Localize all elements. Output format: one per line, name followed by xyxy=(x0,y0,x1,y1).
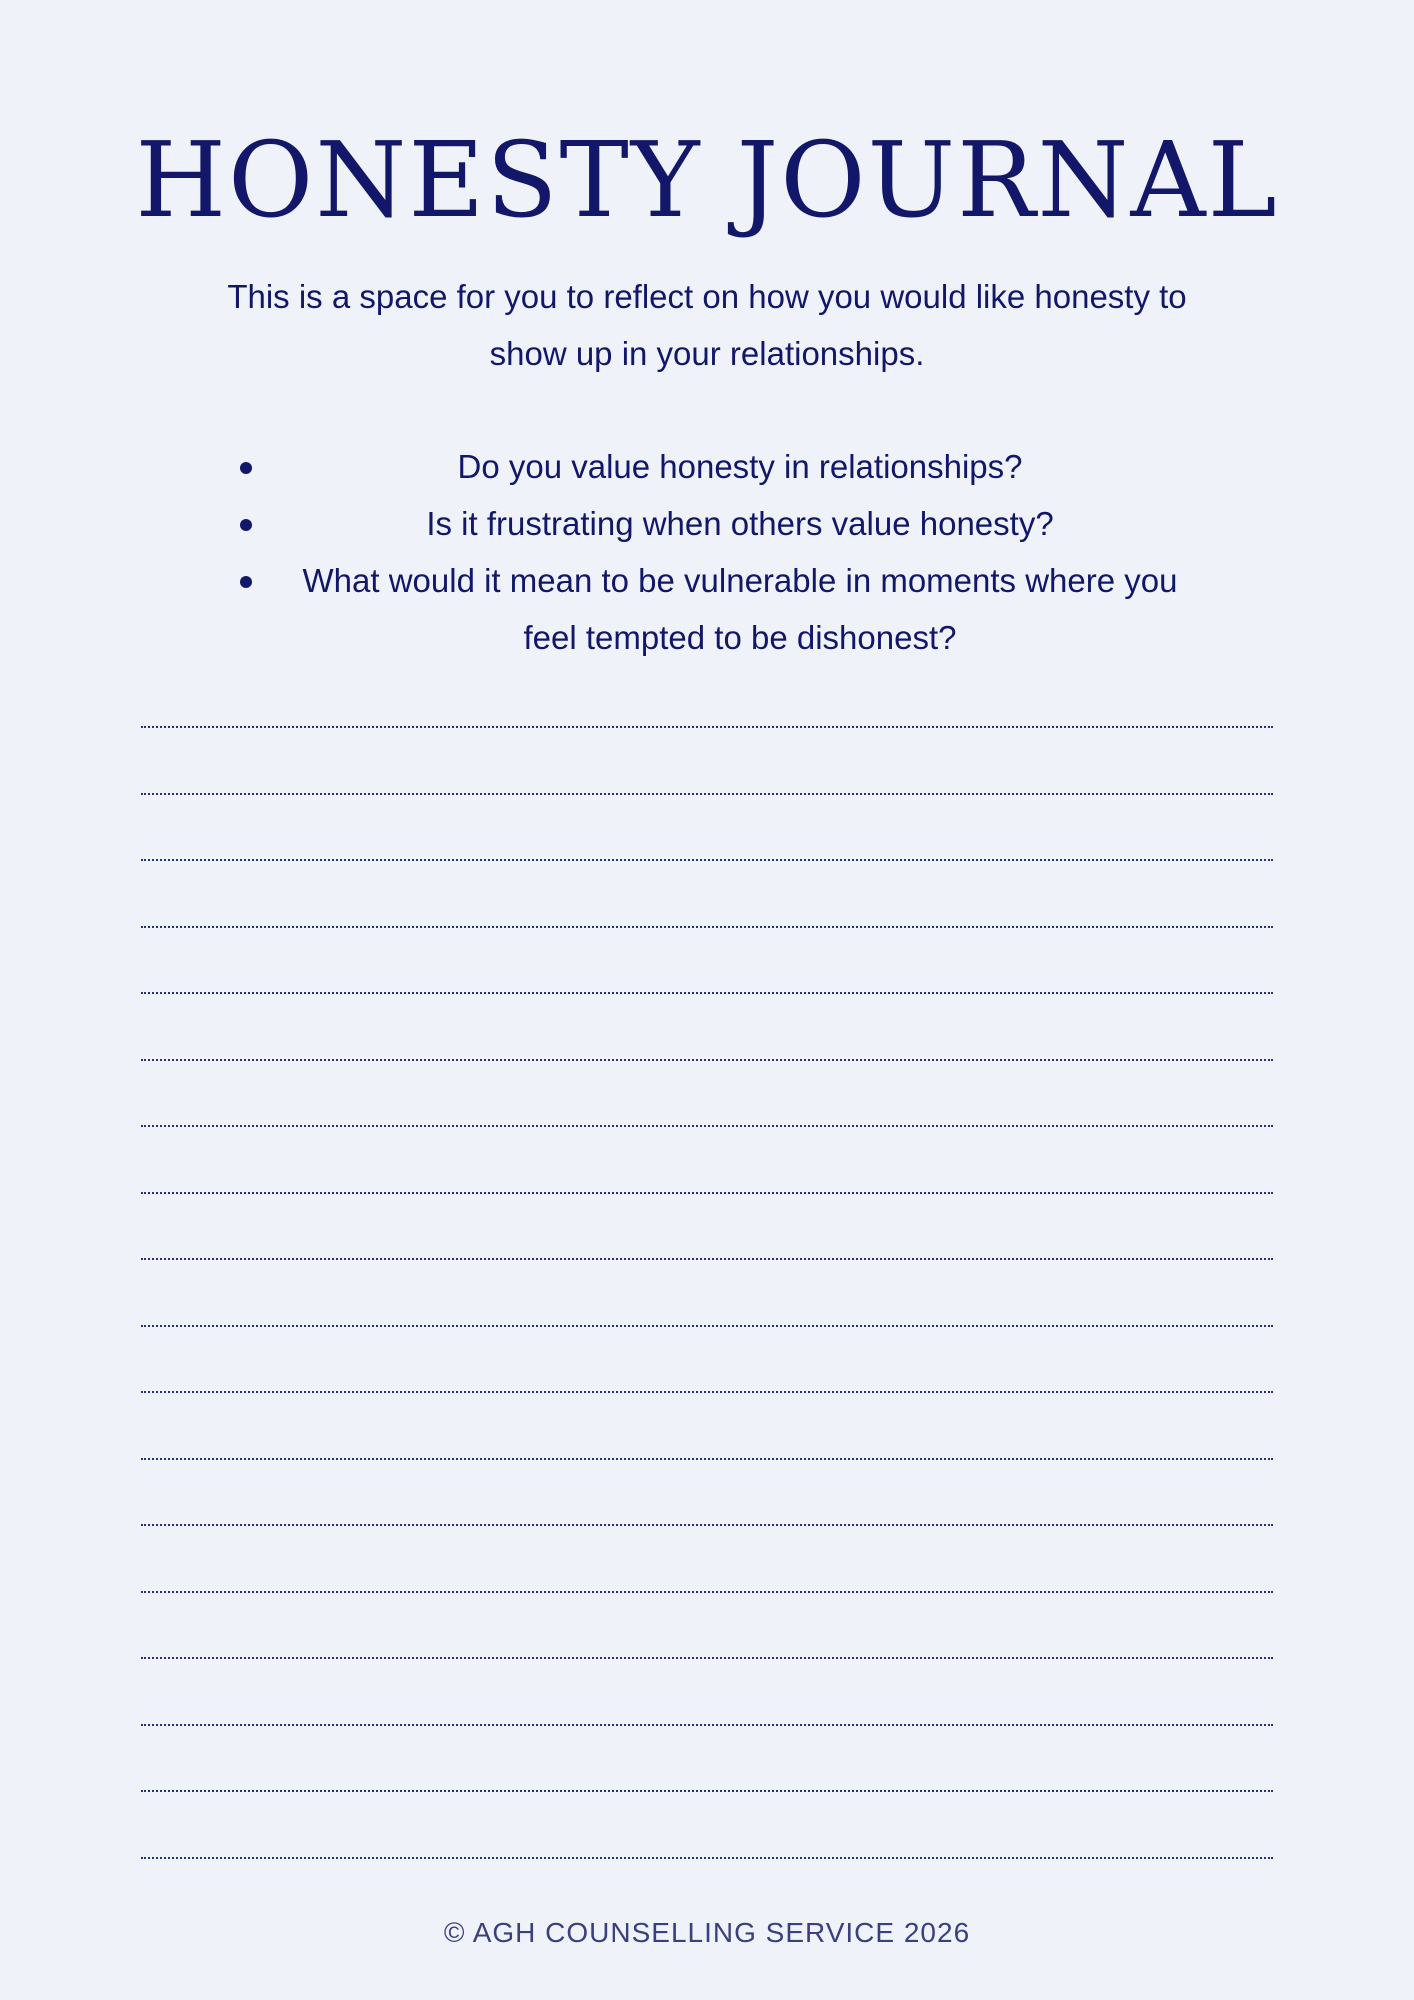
writing-area[interactable] xyxy=(141,726,1273,1923)
list-item xyxy=(230,552,1190,666)
writing-line xyxy=(141,1325,1273,1327)
writing-line xyxy=(141,726,1273,728)
copyright-footer: © AGH COUNSELLING SERVICE 2026 xyxy=(443,1917,971,1948)
list-item xyxy=(230,495,1190,552)
writing-line xyxy=(141,859,1273,861)
writing-line xyxy=(141,1657,1273,1659)
writing-line xyxy=(141,1458,1273,1460)
writing-line xyxy=(141,793,1273,795)
bullet-icon xyxy=(240,462,252,474)
writing-line xyxy=(141,1059,1273,1061)
writing-line xyxy=(141,926,1273,928)
writing-line xyxy=(141,1391,1273,1393)
page-title: HONESTY JOURNAL xyxy=(135,119,1279,241)
writing-line xyxy=(141,1591,1273,1593)
question-list xyxy=(230,438,1190,666)
writing-line xyxy=(141,1724,1273,1726)
list-item xyxy=(230,438,1190,495)
question-text: Is it frustrating when others value honesty? xyxy=(426,505,1054,542)
bullet-icon xyxy=(240,576,252,588)
writing-line xyxy=(141,1857,1273,1859)
writing-line xyxy=(141,1258,1273,1260)
question-text: What would it mean to be vulnerable in moments where you feel tempted to be dishonest? xyxy=(302,562,1178,656)
writing-line xyxy=(141,1192,1273,1194)
writing-line xyxy=(141,1790,1273,1792)
writing-line xyxy=(141,1524,1273,1526)
intro-text: This is a space for you to reflect on how you would like honesty to show up in your relationships. xyxy=(227,278,1187,372)
writing-line xyxy=(141,1125,1273,1127)
writing-line xyxy=(141,992,1273,994)
bullet-icon xyxy=(240,519,252,531)
question-text: Do you value honesty in relationships? xyxy=(457,448,1023,485)
